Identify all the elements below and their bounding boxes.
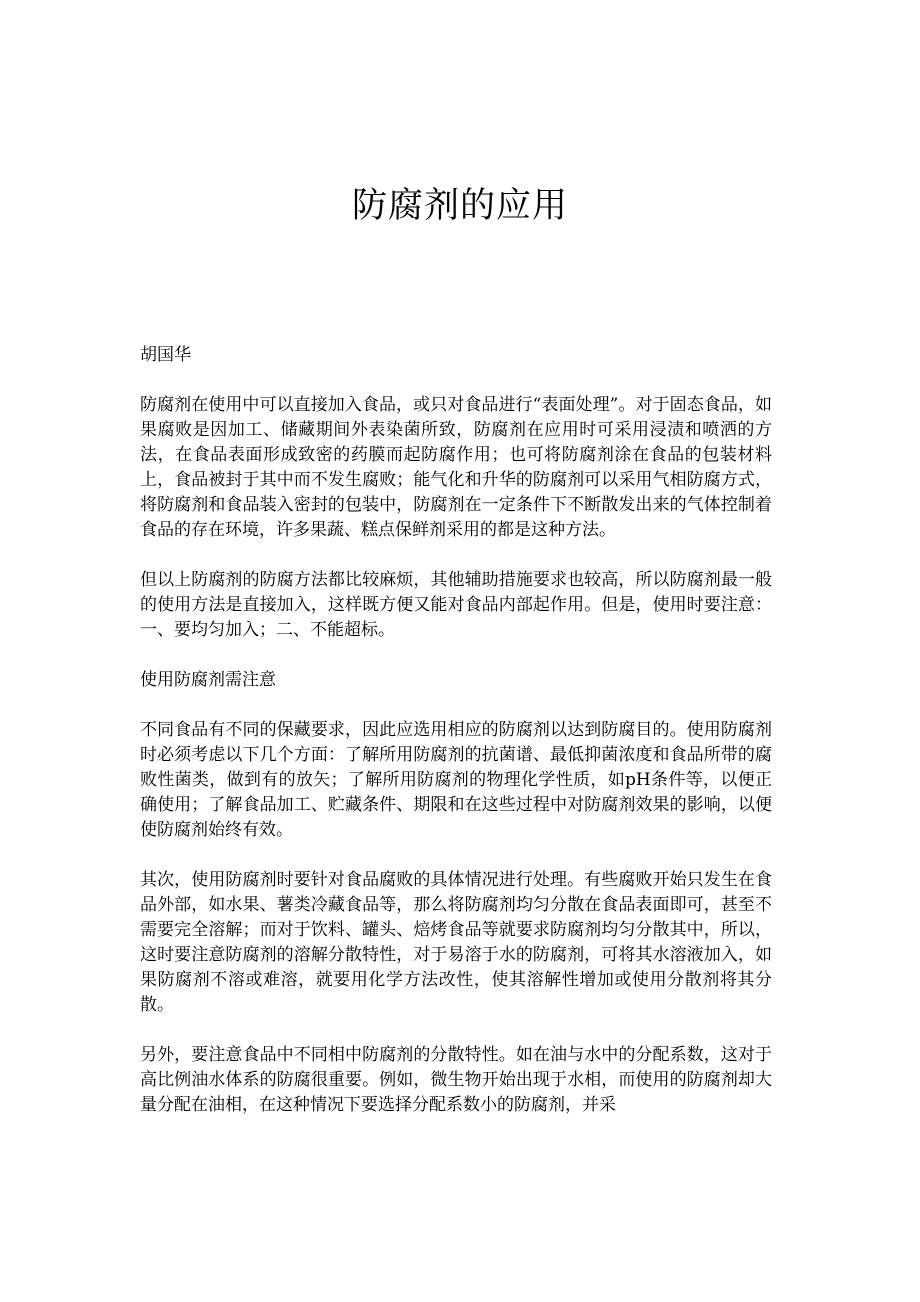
paragraph-phase-distribution: 另外，要注意食品中不同相中防腐剂的分散特性。如在油与水中的分配系数，这对于高比例油水体系的防腐很重要。例如，微生物开始出现于水相，而使用的防腐剂却大量分配在油相，在这种情况下要选择分配系数小的防腐剂，并采 bbox=[140, 1045, 772, 1115]
paragraph-spoilage-handling: 其次，使用防腐剂时要针对食品腐败的具体情况进行处理。有些腐败开始只发生在食品外部，如水果、薯类冷藏食品等，那么将防腐剂均匀分散在食品表面即可，甚至不需要完全溶解；而对于饮料、罐头、焙烤食品等就要求防腐剂均匀分散其中，所以，这时要注意防腐剂的溶解分散特性，对于易溶于水的防腐剂，可将其水溶液加入，如果防腐剂不溶或难溶，就要用化学方法改性，使其溶解性增加或使用分散剂将其分散。 bbox=[140, 870, 772, 1015]
paragraph-selection-considerations: 不同食品有不同的保藏要求，因此应选用相应的防腐剂以达到防腐目的。使用防腐剂时必须考虑以下几个方面：了解所用防腐剂的抗菌谱、最低抑菌浓度和食品所带的腐败性菌类，做到有的放矢；了解所用防腐剂的物理化学性质，如pH条件等，以便正确使用；了解食品加工、贮藏条件、期限和在这些过程中对防腐剂效果的影响，以便使防腐剂始终有效。 bbox=[140, 720, 772, 840]
paragraph-surface-treatment: 防腐剂在使用中可以直接加入食品，或只对食品进行“表面处理”。对于固态食品，如果腐败是因加工、储藏期间外表染菌所致，防腐剂在应用时可采用浸渍和喷洒的方法，在食品表面形成致密的药膜而起防腐作用；也可将防腐剂涂在食品的包装材料上，食品被封于其中而不发生腐败；能气化和升华的防腐剂可以采用气相防腐方式，将防腐剂和食品装入密封的包装中，防腐剂在一定条件下不断散发出来的气体控制着食品的存在环境，许多果蔬、糕点保鲜剂采用的都是这种方法。 bbox=[140, 395, 772, 540]
paragraph-direct-addition: 但以上防腐剂的防腐方法都比较麻烦，其他辅助措施要求也较高，所以防腐剂最一般的使用方法是直接加入，这样既方便又能对食品内部起作用。但是，使用时要注意：一、要均匀加入；二、不能超标。 bbox=[140, 570, 772, 640]
author-name: 胡国华 bbox=[140, 345, 191, 365]
section-heading: 使用防腐剂需注意 bbox=[140, 670, 276, 690]
document-body bbox=[140, 343, 772, 1143]
document-title: 防腐剂的应用 bbox=[351, 186, 568, 226]
